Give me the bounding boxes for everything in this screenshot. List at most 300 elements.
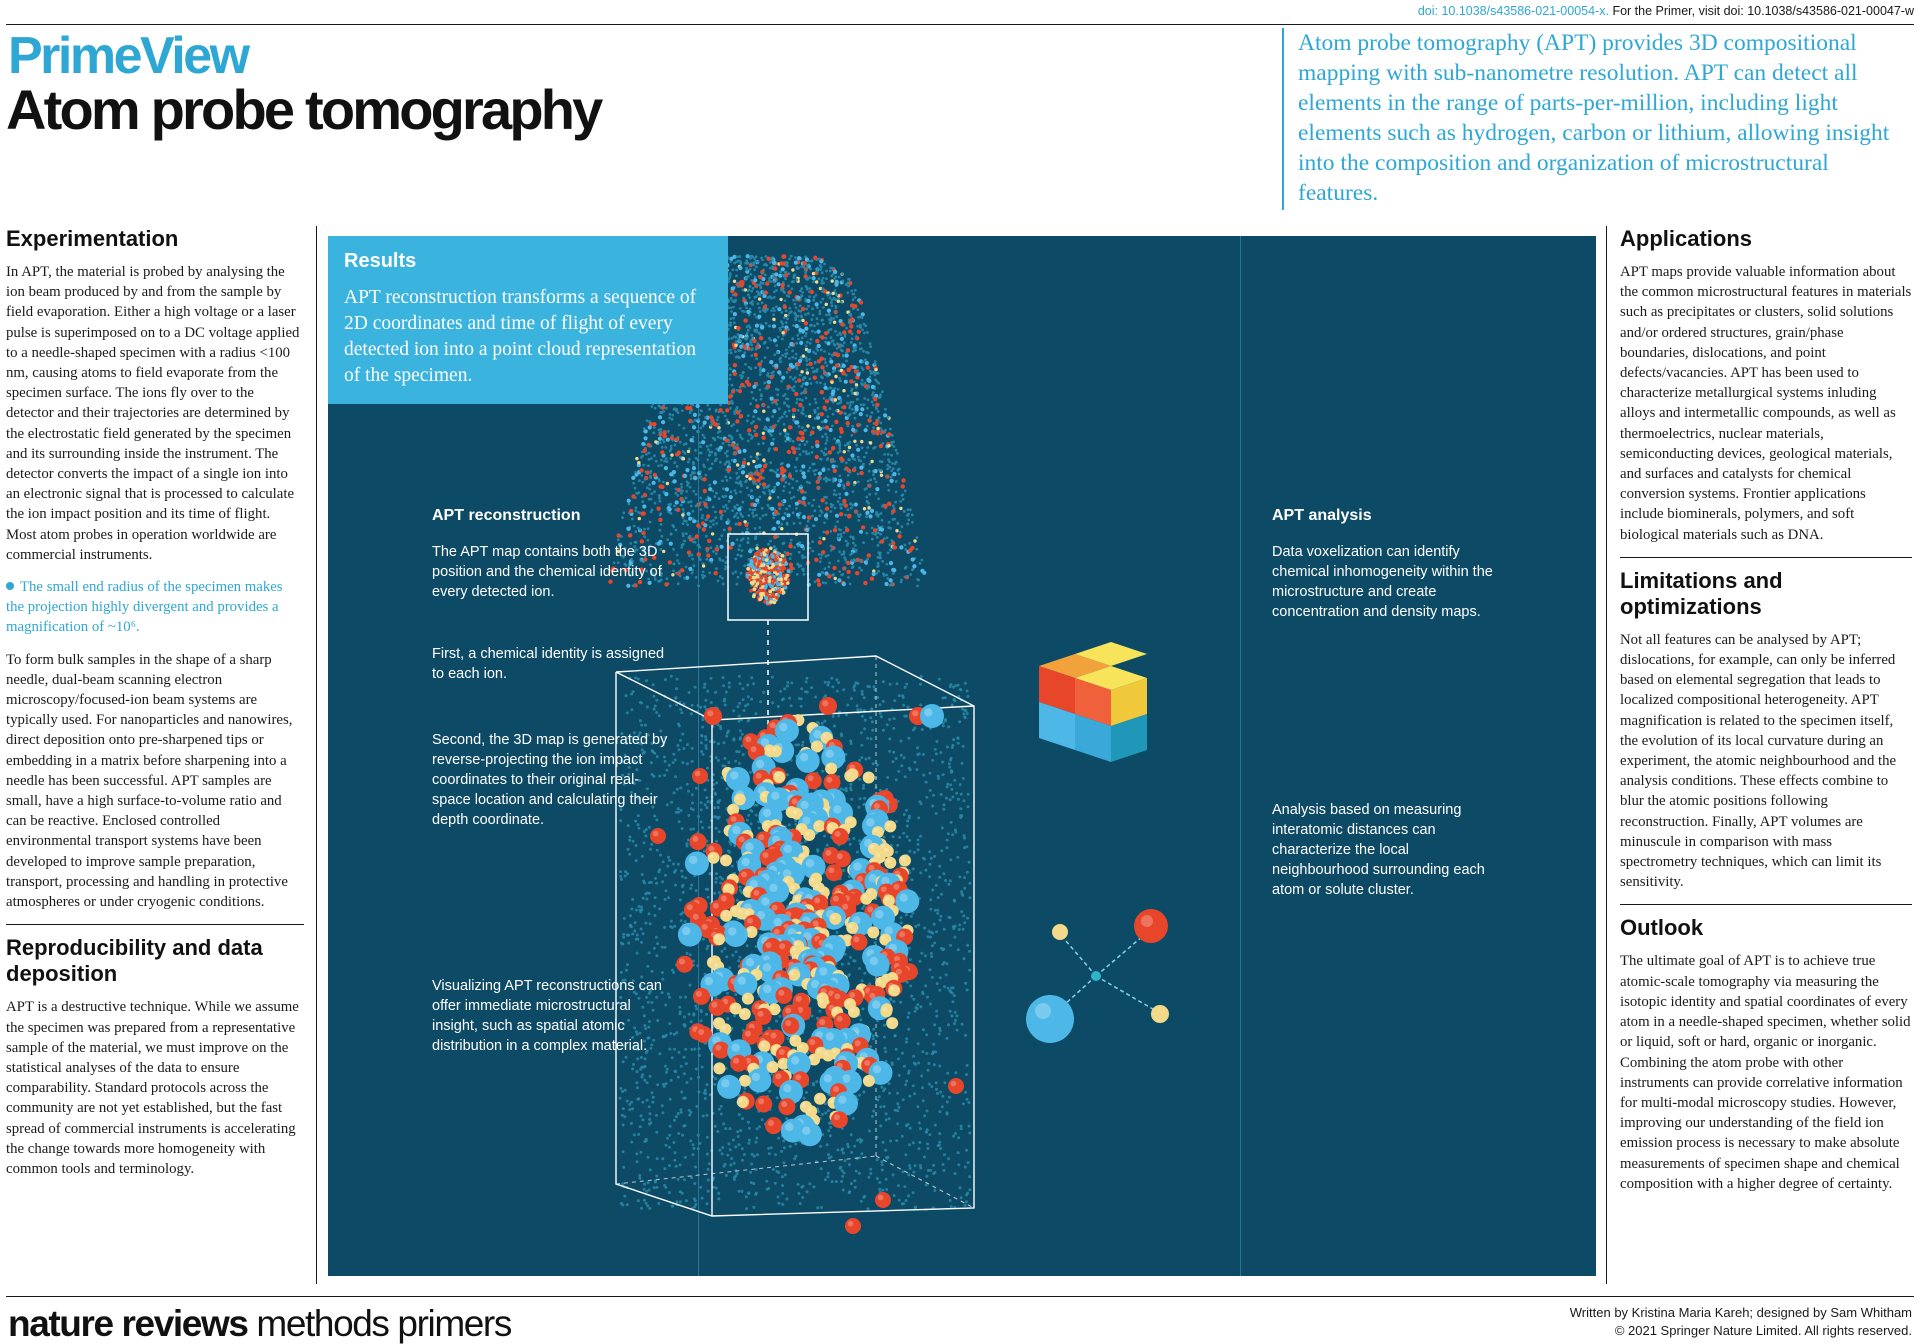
atom-dot — [750, 560, 754, 564]
atom-dot — [963, 837, 966, 840]
atom-dot — [809, 268, 812, 271]
atom-dot — [732, 709, 735, 712]
atom-dot — [686, 743, 689, 746]
atom-dot — [879, 712, 882, 715]
atom-dot — [819, 458, 822, 461]
atom-dot — [695, 493, 698, 496]
atom-dot — [794, 261, 798, 265]
atom-dot — [772, 527, 776, 531]
atom-dot — [759, 389, 762, 392]
atom-dot — [762, 410, 765, 413]
atom-dot — [816, 317, 819, 320]
atom-dot — [858, 566, 861, 569]
atom-dot — [832, 566, 836, 570]
atom-dot — [682, 535, 685, 538]
atom-dot — [801, 1196, 804, 1199]
atom-dot — [756, 565, 760, 569]
atom-dot — [833, 489, 836, 492]
atom-dot — [816, 578, 820, 582]
atom-dot — [805, 382, 809, 386]
atom-dot — [773, 579, 777, 583]
atom-dot — [824, 582, 827, 585]
atom-dot — [656, 1157, 659, 1160]
atom-dot — [752, 460, 755, 463]
atom-dot — [785, 1117, 788, 1120]
atom-dot — [701, 718, 704, 721]
atom-dot — [889, 561, 893, 565]
atom-dot — [897, 770, 900, 773]
atom-dot — [826, 478, 829, 481]
atom-dot — [771, 573, 774, 576]
atom-dot — [818, 505, 821, 508]
atom-dot — [693, 564, 696, 567]
atom-dot — [745, 307, 748, 310]
atom-dot — [668, 507, 672, 511]
atom-dot — [780, 380, 783, 383]
atom-dot — [783, 402, 786, 405]
atom-dot — [843, 553, 846, 556]
atom-dot — [715, 492, 718, 495]
atom-dot — [837, 300, 840, 303]
atom-dot — [767, 543, 770, 546]
atom-dot — [805, 397, 808, 400]
atom-dot — [959, 807, 962, 810]
atom-dot — [637, 1199, 640, 1202]
atom-dot — [735, 275, 738, 278]
atom-dot — [953, 1022, 956, 1025]
atom-dot — [834, 283, 838, 287]
atom-dot — [864, 560, 868, 564]
atom-dot — [897, 522, 900, 525]
atom-dot — [699, 427, 702, 430]
atom-dot — [693, 1147, 696, 1150]
atom-dot — [770, 397, 774, 401]
atom-dot — [794, 392, 798, 396]
atom-dot — [816, 368, 819, 371]
atom-dot — [935, 752, 938, 755]
atom-dot — [754, 425, 758, 429]
atom-dot — [746, 486, 749, 489]
atom-dot — [800, 385, 803, 388]
atom-dot — [871, 532, 874, 535]
atom-dot — [659, 431, 662, 434]
atom-dot — [732, 306, 735, 309]
atom-dot — [900, 740, 903, 743]
atom-dot — [760, 360, 763, 363]
atom-dot — [944, 718, 947, 721]
atom-dot — [781, 325, 784, 328]
atom-dot — [707, 539, 711, 543]
atom-dot — [935, 1015, 938, 1018]
atom-dot — [730, 297, 733, 300]
atom-dot — [866, 500, 869, 503]
atom-dot — [928, 875, 931, 878]
atom-dot — [701, 1066, 704, 1069]
atom-dot — [889, 527, 892, 530]
atom-dot — [795, 306, 798, 309]
atom-dot — [781, 516, 785, 520]
atom-dot — [847, 395, 850, 398]
atom-dot — [847, 508, 850, 511]
atom-dot — [855, 429, 858, 432]
atom-dot — [892, 835, 895, 838]
atom-dot — [820, 412, 824, 416]
atom-dot — [842, 1189, 845, 1192]
atom-dot — [940, 793, 943, 796]
atom-dot — [804, 269, 807, 272]
atom-dot — [870, 708, 873, 711]
atom-dot — [706, 514, 710, 518]
atom-dot — [825, 399, 829, 403]
atom-dot — [851, 408, 854, 411]
atom-dot — [865, 496, 868, 499]
atom-dot — [822, 581, 825, 584]
atom-dot — [780, 311, 783, 314]
atom-dot — [901, 484, 905, 488]
atom-dot — [639, 1068, 642, 1071]
atom-dot — [654, 407, 657, 410]
atom-dot — [895, 461, 898, 464]
atom-dot — [639, 909, 642, 912]
atom-dot — [879, 427, 882, 430]
atom-dot — [820, 301, 823, 304]
atom-dot — [668, 764, 671, 767]
atom-dot — [754, 712, 757, 715]
atom-dot — [865, 487, 868, 490]
atom-dot — [782, 281, 785, 284]
atom-dot — [840, 535, 843, 538]
atom-dot — [851, 552, 854, 555]
atom-dot — [675, 452, 679, 456]
atom-dot — [755, 316, 758, 319]
atom-dot — [895, 491, 898, 494]
atom-dot — [854, 544, 857, 547]
atom-dot — [838, 497, 841, 500]
atom-dot — [850, 788, 853, 791]
atom-dot — [809, 467, 812, 470]
atom-dot — [730, 260, 733, 263]
atom-dot — [738, 339, 741, 342]
atom-dot — [966, 695, 969, 698]
atom-dot — [777, 370, 781, 374]
atom-dot — [790, 497, 793, 500]
atom-dot — [833, 321, 836, 324]
atom-dot — [869, 1172, 872, 1175]
atom-dot — [621, 943, 624, 946]
atom-dot — [798, 359, 802, 363]
atom-dot — [748, 477, 751, 480]
atom-dot — [671, 1056, 674, 1059]
atom-dot — [818, 471, 822, 475]
atom-dot — [685, 520, 688, 523]
atom-dot — [836, 465, 839, 468]
atom-dot — [700, 410, 703, 413]
atom-dot — [881, 1189, 884, 1192]
atom-dot — [818, 312, 821, 315]
atom-dot — [757, 302, 760, 305]
atom-dot — [759, 310, 762, 313]
atom-dot — [903, 510, 906, 513]
atom-dot — [868, 470, 871, 473]
atom-dot — [764, 586, 768, 590]
atom-dot — [922, 774, 925, 777]
atom-dot — [660, 464, 663, 467]
atom-dot — [890, 476, 893, 479]
atom-dot — [785, 562, 789, 566]
atom-dot — [756, 1127, 759, 1130]
atom-dot — [670, 920, 673, 923]
atom-dot — [835, 311, 838, 314]
atom-dot — [958, 875, 961, 878]
atom-dot — [756, 383, 759, 386]
atom-dot — [887, 453, 890, 456]
atom-dot — [733, 447, 736, 450]
atom-dot — [941, 963, 944, 966]
atom-dot — [881, 560, 884, 563]
atom-dot — [901, 1052, 904, 1055]
atom-dot — [661, 1104, 664, 1107]
atom-dot — [929, 1133, 932, 1136]
atom-dot — [907, 737, 910, 740]
atom-dot — [876, 427, 879, 430]
atom-dot — [880, 539, 884, 543]
atom-dot — [720, 545, 724, 549]
atom-dot — [725, 504, 728, 507]
atom-dot — [741, 1117, 744, 1120]
atom-dot — [884, 408, 887, 411]
atom-dot — [805, 528, 809, 532]
atom-dot — [800, 484, 803, 487]
atom-dot — [847, 449, 850, 452]
atom-dot — [743, 351, 746, 354]
atom-dot — [775, 1020, 778, 1023]
atom-dot — [712, 523, 715, 526]
atom-dot — [967, 805, 970, 808]
atom-dot — [806, 691, 809, 694]
atom-dot — [789, 342, 793, 346]
atom-dot — [714, 495, 717, 498]
atom-dot — [913, 539, 916, 542]
atom-dot — [821, 376, 824, 379]
atom-dot — [736, 705, 739, 708]
atom-dot — [623, 1195, 626, 1198]
atom-dot — [845, 461, 848, 464]
atom-dot — [905, 1199, 908, 1202]
atom-dot — [763, 428, 766, 431]
atom-dot — [847, 368, 851, 372]
atom-dot — [853, 558, 856, 561]
atom-dot — [739, 436, 742, 439]
atom-dot — [838, 493, 841, 496]
atom-dot — [778, 526, 781, 529]
atom-dot — [776, 520, 780, 524]
atom-dot — [875, 431, 879, 435]
atom-dot — [767, 450, 770, 453]
atom-dot — [836, 342, 839, 345]
atom-dot — [736, 443, 739, 446]
atom-dot — [832, 297, 835, 300]
atom-dot — [906, 835, 909, 838]
atom-dot — [850, 559, 853, 562]
atom-dot — [753, 268, 756, 271]
atom-dot — [714, 452, 717, 455]
atom-dot — [896, 1092, 899, 1095]
atom-dot — [752, 397, 755, 400]
atom-dot — [751, 1153, 754, 1156]
atom-dot — [828, 1122, 831, 1125]
atom-dot — [730, 352, 733, 355]
atom-dot — [867, 398, 870, 401]
atom-dot — [637, 461, 640, 464]
atom-dot — [748, 285, 751, 288]
atom-dot — [796, 279, 799, 282]
atom-dot — [683, 443, 686, 446]
atom-dot — [870, 509, 874, 513]
atom-dot — [684, 996, 687, 999]
atom-dot — [742, 289, 745, 292]
atom-dot — [792, 324, 795, 327]
atom-dot — [659, 500, 662, 503]
atom-dot — [726, 422, 729, 425]
atom-dot — [838, 550, 841, 553]
atom-dot — [843, 450, 846, 453]
atom-dot — [738, 956, 741, 959]
atom-dot — [692, 1143, 695, 1146]
atom-dot — [815, 280, 818, 283]
atom-dot — [862, 360, 865, 363]
atom-dot — [797, 338, 800, 341]
atom-dot — [787, 405, 790, 408]
atom-dot — [829, 1134, 832, 1137]
atom-dot — [657, 464, 660, 467]
atom-dot — [797, 1183, 800, 1186]
atom-dot — [829, 270, 832, 273]
atom-dot — [744, 303, 747, 306]
atom-dot — [878, 417, 881, 420]
atom-dot — [755, 465, 759, 469]
atom-dot — [751, 495, 754, 498]
atom-dot — [772, 409, 776, 413]
atom-dot — [773, 338, 777, 342]
atom-dot — [849, 783, 852, 786]
atom-dot — [862, 350, 865, 353]
atom-dot — [653, 473, 657, 477]
experimentation-heading: Experimentation — [6, 226, 179, 251]
atom-dot — [825, 496, 828, 499]
atom-dot — [685, 566, 688, 569]
atom-dot — [864, 324, 867, 327]
atom-dot — [648, 420, 651, 423]
atom-dot — [844, 567, 847, 570]
atom-dot — [834, 330, 837, 333]
atom-dot — [792, 450, 796, 454]
atom-dot — [661, 971, 664, 974]
atom-dot — [852, 542, 855, 545]
atom-dot — [800, 411, 803, 414]
doi-primer-link[interactable]: For the Primer, visit doi: 10.1038/s43586-021-00047-w — [1612, 4, 1914, 18]
atom-dot — [690, 1176, 693, 1179]
atom-dot — [764, 274, 767, 277]
atom-dot — [884, 582, 888, 586]
atom-dot — [680, 504, 683, 507]
atom-dot — [736, 429, 739, 432]
atom-dot — [850, 317, 854, 321]
atom-dot — [846, 421, 850, 425]
atom-dot — [739, 434, 742, 437]
atom-dot — [778, 407, 781, 410]
atom-dot — [754, 433, 758, 437]
atom-dot — [653, 708, 656, 711]
atom-dot — [783, 429, 786, 432]
atom-dot — [835, 363, 839, 367]
atom-dot — [758, 418, 761, 421]
atom-dot — [862, 368, 865, 371]
atom-dot — [772, 1168, 775, 1171]
atom-dot — [908, 1164, 911, 1167]
atom-dot — [632, 482, 635, 485]
atom-dot — [864, 428, 868, 432]
atom-dot — [689, 411, 692, 414]
atom-dot — [685, 1081, 688, 1084]
atom-dot — [962, 777, 965, 780]
atom-dot — [739, 307, 742, 310]
atom-dot — [754, 535, 757, 538]
atom-dot — [795, 401, 798, 404]
atom-dot — [819, 264, 822, 267]
atom-dot — [871, 1115, 874, 1118]
atom-dot — [752, 287, 755, 290]
atom-dot — [819, 560, 822, 563]
atom-dot — [682, 508, 685, 511]
atom-dot — [845, 360, 848, 363]
atom-dot — [818, 553, 821, 556]
atom-dot — [694, 419, 697, 422]
atom-dot — [822, 306, 825, 309]
atom-dot — [701, 440, 705, 444]
atom-dot — [743, 449, 747, 453]
atom-dot — [757, 502, 760, 505]
atom-dot — [748, 472, 751, 475]
atom-dot — [733, 410, 736, 413]
atom-dot — [700, 820, 703, 823]
atom-dot — [860, 407, 864, 411]
atom-dot — [839, 450, 842, 453]
atom-dot — [886, 464, 889, 467]
atom-dot — [801, 329, 805, 333]
atom-dot — [735, 481, 738, 484]
doi-primeview-link[interactable]: doi: 10.1038/s43586-021-00054-x. — [1417, 4, 1609, 18]
atom-dot — [901, 493, 904, 496]
atom-dot — [886, 536, 889, 539]
atom-dot — [811, 446, 814, 449]
atom-dot — [908, 542, 911, 545]
atom-dot — [708, 454, 711, 457]
atom-dot — [722, 676, 725, 679]
atom-dot — [709, 520, 712, 523]
atom-dot — [642, 897, 645, 900]
atom-dot — [833, 387, 836, 390]
atom-dot — [743, 564, 746, 567]
atom-dot — [784, 476, 787, 479]
atom-dot — [704, 735, 707, 738]
atom-dot — [837, 681, 840, 684]
atom-dot — [939, 751, 942, 754]
atom-dot — [881, 430, 884, 433]
atom-dot — [860, 569, 863, 572]
atom-dot — [719, 882, 722, 885]
atom-dot — [809, 403, 812, 406]
atom-dot — [887, 484, 890, 487]
